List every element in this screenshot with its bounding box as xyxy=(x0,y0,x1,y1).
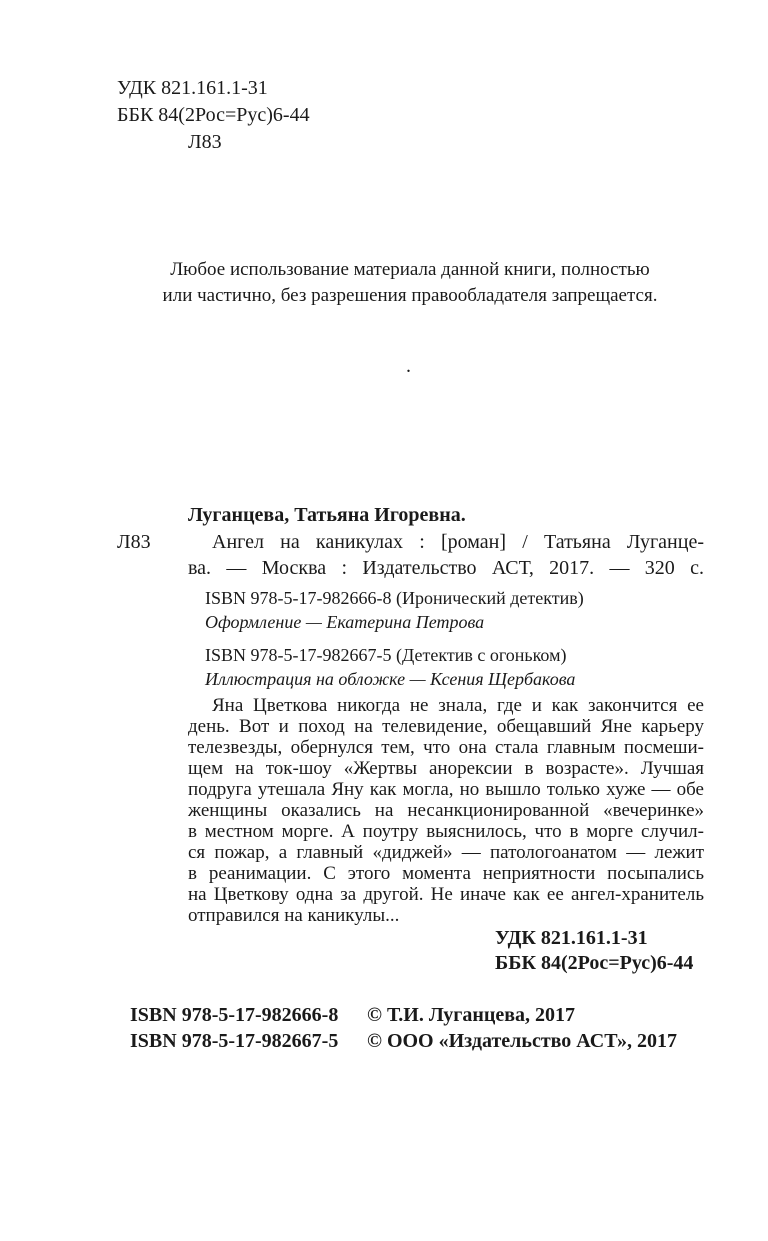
copyright-author: © Т.И. Луганцева, 2017 xyxy=(367,1004,576,1026)
footer-isbn-1: ISBN 978-5-17-982666-8 xyxy=(130,1004,339,1026)
author-sign: Л83 xyxy=(188,131,222,153)
annotation-line: щем на ток-шоу «Жертвы анорексии в возрасте». Лучшая xyxy=(188,758,704,779)
record-credit-1: Оформление — Екатерина Петрова xyxy=(205,612,485,632)
annotation-line: в местном морге. А поутру выяснилось, что в морге случил- xyxy=(188,821,704,842)
footer-isbn-2: ISBN 978-5-17-982667-5 xyxy=(130,1030,339,1052)
annotation-line: в реанимации. С этого момента неприятности посыпались xyxy=(188,863,704,884)
copyright-publisher: © ООО «Издательство АСТ», 2017 xyxy=(367,1030,678,1052)
notice-line-1: Любое использование материала данной книги, полностью xyxy=(170,259,650,280)
annotation-line: отправился на каникулы... xyxy=(188,905,400,926)
annotation-line: ся пожар, а главный «диджей» — патологоанатом — лежит xyxy=(188,842,704,863)
annotation-line: день. Вот и поход на телевидение, обещавший Яне карьеру xyxy=(188,716,704,737)
record-title-line-2: ва. — Москва : Издательство АСТ, 2017. — 320 с. xyxy=(188,557,704,579)
annotation-line: женщины оказались на несанкционированной «вечеринке» xyxy=(188,800,704,821)
notice-line-2: или частично, без разрешения правообладателя запрещается. xyxy=(162,285,658,306)
record-title-line-1: Ангел на каникулах : [роман] / Татьяна Луганце- xyxy=(212,531,704,553)
annotation-line: на Цветкову одна за другой. Не иначе как ее ангел-хранитель xyxy=(188,884,704,905)
annotation-line: Яна Цветкова никогда не знала, где и как закончится ее xyxy=(212,695,704,716)
dot: . xyxy=(406,355,411,377)
annotation-line: телезвезды, обернулся тем, что она стала главным посмеши- xyxy=(188,737,704,758)
record-credit-2: Иллюстрация на обложке — Ксения Щербакова xyxy=(205,669,576,689)
record-sign: Л83 xyxy=(117,531,151,553)
classification-udk: УДК 821.161.1-31 xyxy=(495,927,648,949)
record-isbn-1: ISBN 978-5-17-982666-8 (Иронический детектив) xyxy=(205,588,584,608)
classification-bbk: ББК 84(2Рос=Рус)6-44 xyxy=(495,952,694,974)
udk-code: УДК 821.161.1-31 xyxy=(117,77,268,99)
annotation-line: подруга утешала Яну как могла, но вышло только хуже — обе xyxy=(188,779,704,800)
record-isbn-2: ISBN 978-5-17-982667-5 (Детектив с огоньком) xyxy=(205,645,567,665)
bbk-code: ББК 84(2Рос=Рус)6-44 xyxy=(117,104,310,126)
record-author: Луганцева, Татьяна Игоревна. xyxy=(188,504,466,526)
